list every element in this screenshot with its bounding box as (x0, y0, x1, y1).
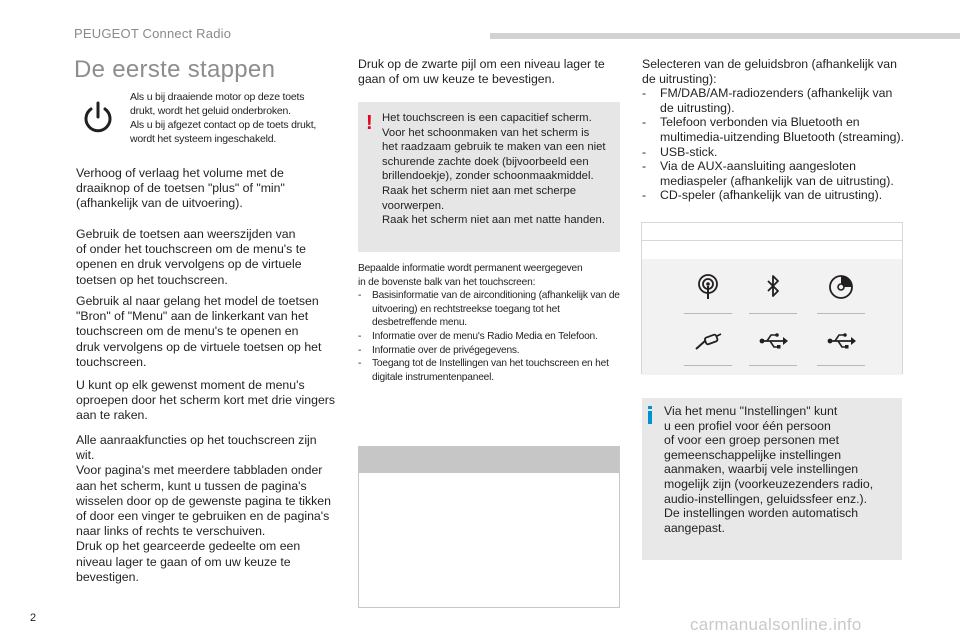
page-number: 2 (30, 612, 37, 624)
aux-icon[interactable] (692, 325, 724, 357)
list-item: - Basisinformatie van de airconditioning (afhankelijk van de uitvoering) en rechtstreekse toegang tot het desbetreffende menu. (358, 290, 620, 329)
list-item: - Via de AUX-aansluiting aangesloten mediaspeler (afhankelijk van de uitrusting). (642, 159, 894, 188)
usb-icon[interactable] (757, 325, 789, 357)
paragraph-side-buttons: Gebruik de toetsen aan weerszijden van of onder het touchscreen om de menu's te openen en druk vervolgens op de virtuele toetsen op het touchscreen. (76, 227, 306, 287)
screen-illustration (358, 446, 620, 608)
power-button-intro: Als u bij draaiende motor op deze toets drukt, wordt het geluid onderbroken. Als u bij afgezet contact op de toets drukt, wordt het systeem ingeschakeld. (130, 91, 317, 145)
paragraph-volume: Verhoog of verlaag het volume met de draaiknop of de toetsen "plus" of "min" (afhankelijk van de uitvoering). (76, 166, 285, 211)
usb-icon[interactable] (825, 325, 857, 357)
bluetooth-icon[interactable] (757, 271, 789, 303)
list-item: - CD-speler (afhankelijk van de uitrusting). (642, 188, 883, 203)
list-item: - Telefoon verbonden via Bluetooth en multimedia-uitzending Bluetooth (streaming). (642, 115, 905, 144)
list-item: - Informatie over de privégegevens. (358, 344, 520, 356)
paragraph-three-fingers: U kunt op elk gewenst moment de menu's oproepen door het scherm kort met drie vingers aan te raken. (76, 378, 336, 423)
list-item: - Informatie over de menu's Radio Media en Telefoon. (358, 330, 598, 342)
paragraph-touch-functions: Alle aanraakfuncties op het touchscreen zijn wit. Voor pagina's met meerdere tabbladen onder aan het scherm, kunt u tussen de pagina's wisselen door op de gewenste pagina te tikken of door een vinger te gebruiken en de pagina's naar links of rechts te verschuiven. Druk op het gearceerde gedeelte om een niveau lager te gaan of om uw keuze te bevestigen. (76, 433, 331, 584)
screen-top-bar (359, 447, 619, 473)
source-icon-panel (642, 259, 902, 375)
icon-underline (749, 365, 797, 366)
page-title: De eerste stappen (74, 56, 276, 83)
radio-icon[interactable] (692, 271, 724, 303)
warning-text: Het touchscreen is een capacitief scherm. Voor het schoonmaken van het scherm is het raadzaam gebruik te maken van een niet schurende zachte doek (bijvoorbeeld een brillendoekje), zonder schoonmaakmiddel. Raak het scherm niet aan met scherpe voorwerpen. Raak het scherm niet aan met natte handen. (382, 112, 606, 227)
list-item: - USB-stick. (642, 144, 718, 159)
list-item: - FM/DAB/AM-radiozenders (afhankelijk van de uitrusting). (642, 86, 893, 115)
source-screen-illustration (641, 222, 903, 374)
cd-icon[interactable] (825, 271, 857, 303)
paragraph-black-arrow: Druk op de zwarte pijl om een niveau lager te gaan of om uw keuze te bevestigen. (358, 57, 605, 87)
icon-underline (817, 313, 865, 314)
warning-icon: ! (366, 112, 373, 134)
warning-box (358, 102, 620, 252)
icon-underline (684, 313, 732, 314)
top-bar-info: Bepaalde informatie wordt permanent weergegeven in de bovenste balk van het touchscreen: - Basisinformatie van de airconditioning (afhankelijk van de uitvoering) en rechtstreekse toegang tot het desbetreffende menu. - Informatie over de menu's Radio Media en Telefoon. - Informatie over de privégegevens. - Toegang tot de Instellingen van het touchscreen en het digitale instrumentenpaneel. (358, 262, 622, 384)
header-title: PEUGEOT Connect Radio (74, 26, 232, 41)
paragraph-source-menu: Gebruik al naar gelang het model de toetsen "Bron" of "Menu" aan de linkerkant van het touchscreen om de menu's te openen en druk vervolgens op de virtuele toetsen op het touchscreen. (76, 294, 322, 369)
icon-underline (817, 365, 865, 366)
info-box (642, 398, 902, 560)
info-icon (648, 406, 652, 424)
header-bar (490, 33, 960, 39)
watermark: carmanualsonline.info (690, 615, 862, 634)
icon-underline (749, 313, 797, 314)
icon-underline (684, 365, 732, 366)
source-screen-strip (642, 223, 902, 241)
source-selection: Selecteren van de geluidsbron (afhankelijk van de uitrusting): - FM/DAB/AM-radiozenders (afhankelijk van de uitrusting). - Telefoon verbonden via Bluetooth en multimedia-uitzending Bluetooth (streaming). - USB-stick. - Via de AUX-aansluiting aangesloten mediaspeler (afhankelijk van de uitrusting). - CD-speler (afhankelijk van de uitrusting). (642, 57, 905, 203)
info-text: Via het menu "Instellingen" kunt u een profiel voor één persoon of voor een groep personen met gemeenschappelijke instellingen aanmaken, waarbij vele instellingen mogelijk zijn (voorkeuzezenders radio, audio-instellingen, geluidssfeer enz.). De instellingen worden automatisch aangepast. (664, 404, 874, 535)
power-icon (80, 100, 116, 136)
list-item: - Toegang tot de Instellingen van het touchscreen en het digitale instrumentenpaneel. (358, 358, 609, 383)
